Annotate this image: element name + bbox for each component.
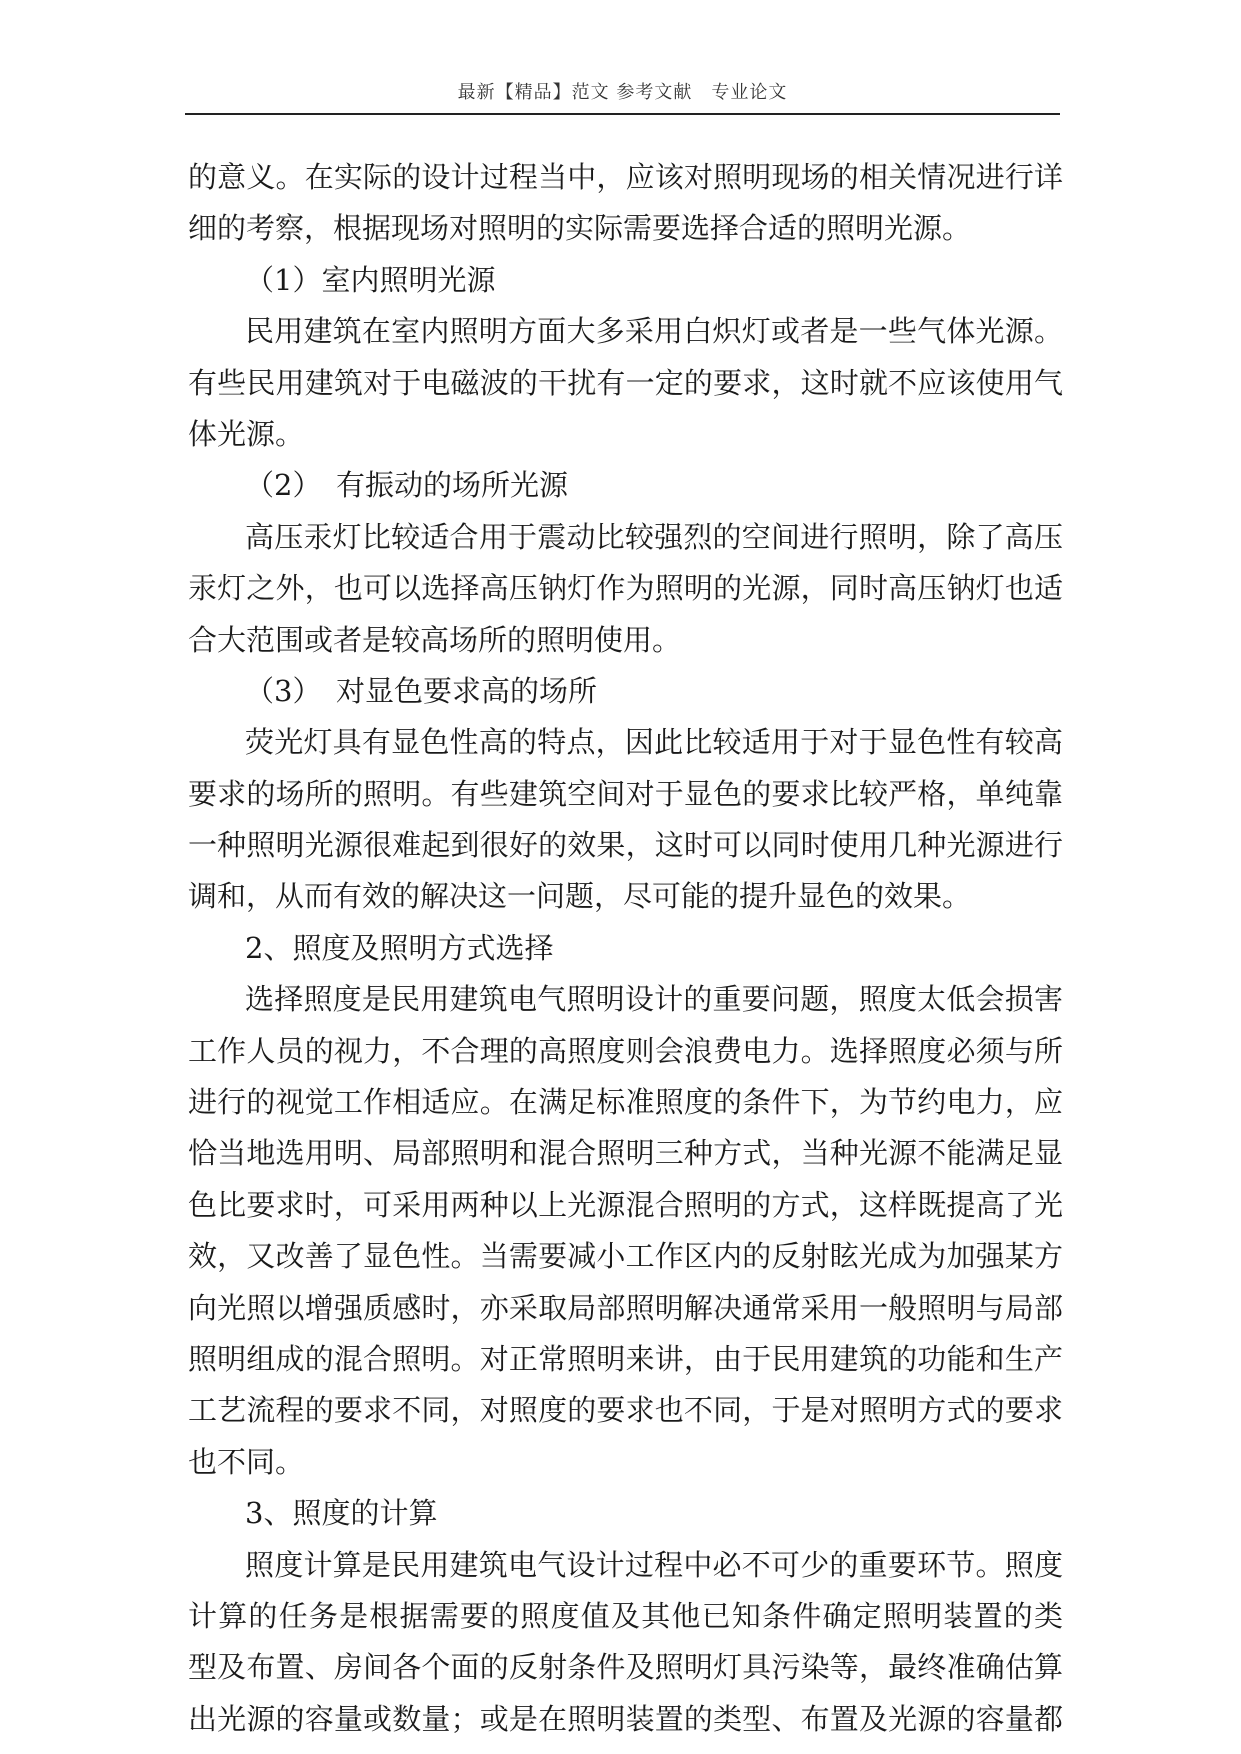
section-heading: 3、照度的计算 [245,1496,438,1531]
paragraph-line: 一种照明光源很难起到很好的效果，这时可以同时使用几种光源进行 [188,828,1063,863]
paragraph-line: 调和，从而有效的解决这一问题，尽可能的提升显色的效果。 [188,879,972,914]
paragraph-line: 照明组成的混合照明。对正常照明来讲，由于民用建筑的功能和生产 [188,1341,1063,1376]
paragraph-line: 汞灯之外，也可以选择高压钠灯作为照明的光源，同时高压钠灯也适 [188,571,1063,606]
document-body [188,152,1063,1745]
paragraph-line: 工艺流程的要求不同，对照度的要求也不同，于是对照明方式的要求 [188,1393,1063,1428]
paragraph-line: 荧光灯具有显色性高的特点，因此比较适用于对于显色性有较高 [245,725,1063,760]
paragraph-line: 效，又改善了显色性。当需要减小工作区内的反射眩光成为加强某方 [188,1239,1063,1274]
section-heading: （3） 对显色要求高的场所 [245,673,597,708]
paragraph-line: 细的考察，根据现场对照明的实际需要选择合适的照明光源。 [188,211,972,246]
paragraph-line: 恰当地选用明、局部照明和混合照明三种方式，当种光源不能满足显 [188,1136,1063,1171]
paragraph-line: 出光源的容量或数量；或是在照明装置的类型、布置及光源的容量都 [188,1701,1063,1736]
page-header: 最新【精品】范文 参考文献 专业论文 [457,82,788,103]
paragraph-line: 的意义。在实际的设计过程当中，应该对照明现场的相关情况进行详 [188,160,1063,194]
paragraph-line: 民用建筑在室内照明方面大多采用白炽灯或者是一些气体光源。 [245,314,1063,349]
paragraph-line: 体光源。 [188,416,305,451]
section-heading: （1）室内照明光源 [245,262,496,297]
paragraph-line: 型及布置、房间各个面的反射条件及照明灯具污染等，最终准确估算 [188,1650,1063,1685]
paragraph-line: 高压汞灯比较适合用于震动比较强烈的空间进行照明，除了高压 [245,519,1063,554]
paragraph-line: 向光照以增强质感时，亦采取局部照明解决通常采用一般照明与局部 [188,1290,1063,1325]
paragraph-line: 进行的视觉工作相适应。在满足标准照度的条件下，为节约电力，应 [188,1085,1063,1120]
section-heading: （2） 有振动的场所光源 [245,468,568,503]
paragraph-line: 有些民用建筑对于电磁波的干扰有一定的要求，这时就不应该使用气 [188,365,1063,400]
paragraph-line: 合大范围或者是较高场所的照明使用。 [188,622,682,657]
section-heading: 2、照度及照明方式选择 [245,930,554,965]
header-divider [185,113,1060,115]
paragraph-line: 计算的任务是根据需要的照度值及其他已知条件确定照明装置的类 [188,1598,1063,1633]
paragraph-line: 照度计算是民用建筑电气设计过程中必不可少的重要环节。照度 [245,1547,1063,1582]
paragraph-line: 色比要求时，可采用两种以上光源混合照明的方式，这样既提高了光 [188,1187,1063,1222]
paragraph-line: 选择照度是民用建筑电气照明设计的重要问题，照度太低会损害 [245,982,1063,1017]
paragraph-line: 工作人员的视力，不合理的高照度则会浪费电力。选择照度必须与所 [188,1033,1063,1068]
paragraph-line: 也不同。 [188,1444,305,1479]
paragraph-line: 要求的场所的照明。有些建筑空间对于显色的要求比较严格，单纯靠 [188,776,1063,811]
